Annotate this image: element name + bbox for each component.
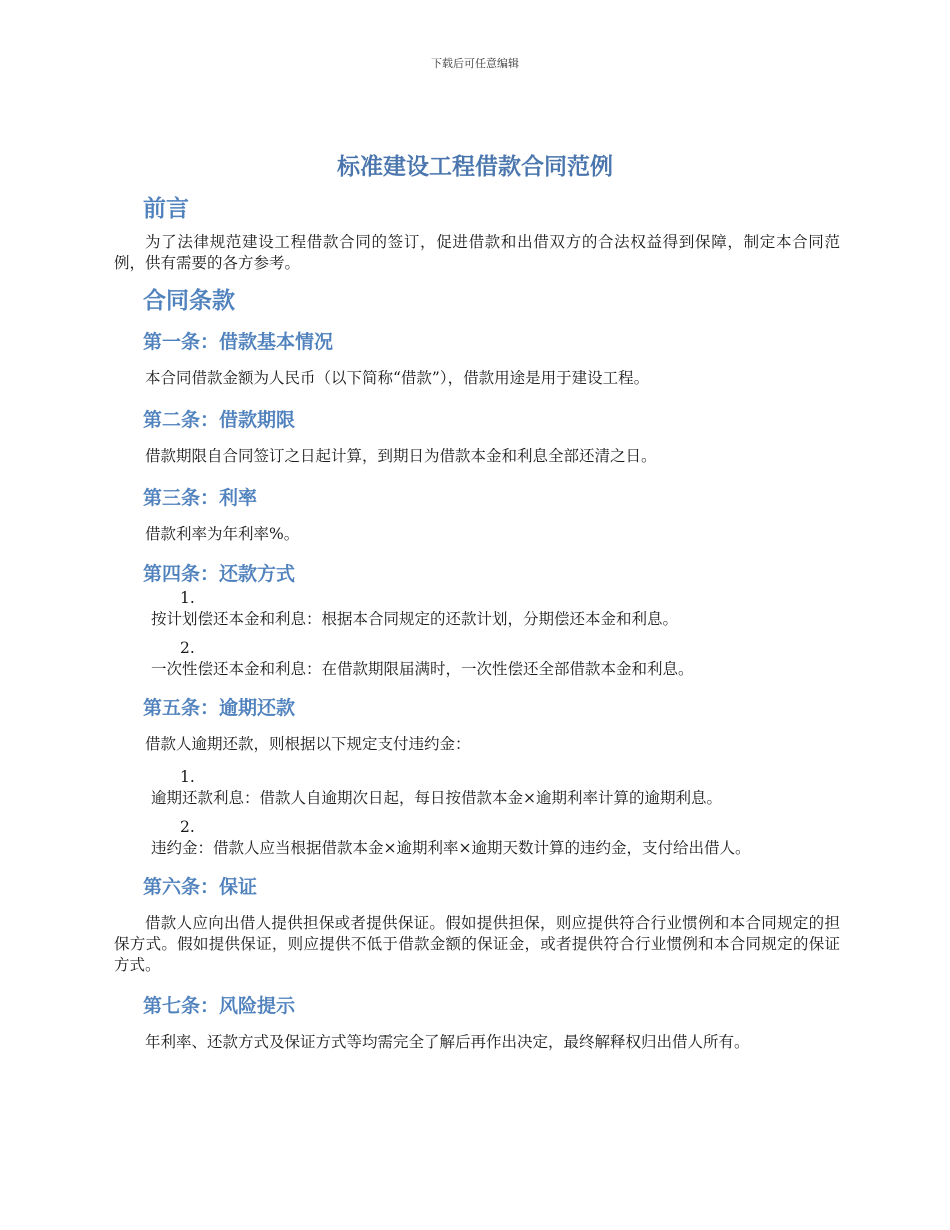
- clause1-text: 本合同借款金额为人民币（以下简称“借款”），借款用途是用于建设工程。: [145, 369, 650, 387]
- clause6-heading: 第六条：保证: [143, 876, 258, 898]
- document-title: 标准建设工程借款合同范例: [337, 154, 613, 180]
- clause7-text: 年利率、还款方式及保证方式等均需完全了解后再作出决定，最终解释权归出借人所有。: [145, 1033, 750, 1051]
- document-body: [114, 192, 840, 1053]
- list-item: [151, 767, 840, 809]
- list-item: [151, 817, 840, 859]
- list-item: [151, 588, 840, 630]
- list-item-text: 一次性偿还本金和利息：在借款期限届满时，一次性偿还全部借款本金和利息。: [151, 660, 694, 678]
- list-item-text: 违约金：借款人应当根据借款本金×逾期利率×逾期天数计算的违约金，支付给出借人。: [151, 839, 751, 857]
- clause5-heading: 第五条：逾期还款: [143, 697, 296, 719]
- clause5-text: 借款人逾期还款，则根据以下规定支付违约金：: [145, 735, 471, 753]
- list-item: [151, 638, 840, 680]
- clauses-heading: 合同条款: [143, 288, 235, 314]
- list-item-text: 逾期还款利息：借款人自逾期次日起，每日按借款本金×逾期利率计算的逾期利息。: [151, 789, 722, 807]
- header-note: 下载后可任意编辑: [431, 57, 519, 70]
- clause3-text: 借款利率为年利率%。: [145, 525, 300, 543]
- clause6-text: 借款人应向出借人提供担保或者提供保证。假如提供担保，则应提供符合行业惯例和本合同规定的担保方式。假如提供保证，则应提供不低于借款金额的保证金，或者提供符合行业惯例和本合同规定的保证方式。: [114, 914, 840, 974]
- list-item-number: 1.: [180, 768, 195, 786]
- preface-text: 为了法律规范建设工程借款合同的签订，促进借款和出借双方的合法权益得到保障，制定本合同范例，供有需要的各方参考。: [114, 233, 840, 272]
- list-item-number: 2.: [180, 818, 195, 836]
- clause1-heading: 第一条：借款基本情况: [143, 331, 334, 353]
- list-item-number: 1.: [180, 589, 195, 607]
- clause2-heading: 第二条：借款期限: [143, 409, 296, 431]
- clause3-heading: 第三条：利率: [143, 487, 258, 509]
- clause7-heading: 第七条：风险提示: [143, 995, 296, 1017]
- clause4-heading: 第四条：还款方式: [143, 563, 296, 585]
- list-item-number: 2.: [180, 639, 195, 657]
- list-item-text: 按计划偿还本金和利息：根据本合同规定的还款计划，分期偿还本金和利息。: [151, 610, 679, 628]
- preface-heading: 前言: [143, 196, 189, 222]
- clause2-text: 借款期限自合同签订之日起计算，到期日为借款本金和利息全部还清之日。: [145, 447, 657, 465]
